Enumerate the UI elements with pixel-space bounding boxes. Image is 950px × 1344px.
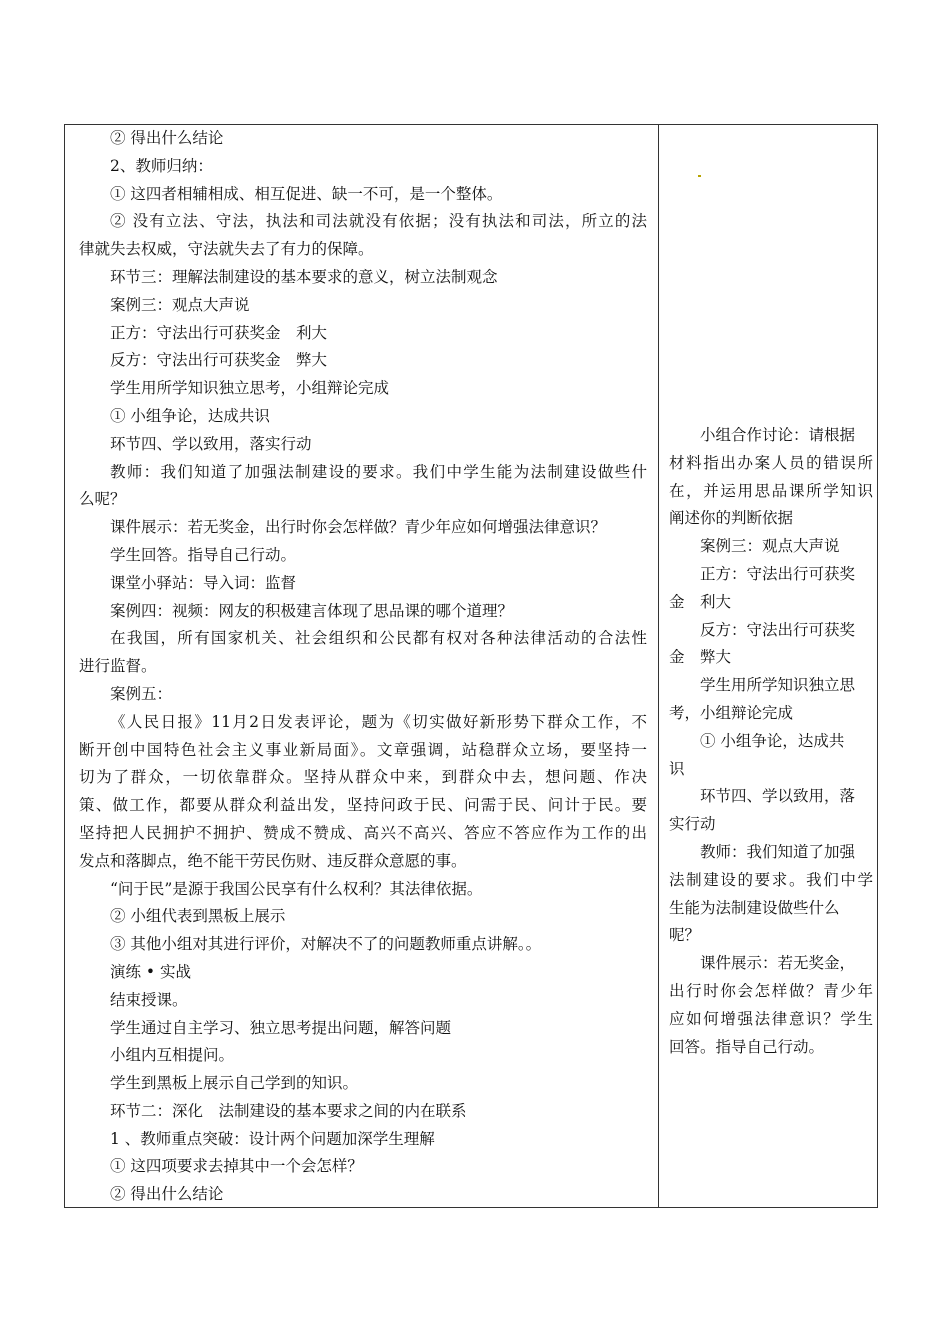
body-text-line: ② 没有立法、守法，执法和司法就没有依据；没有执法和司法，所立的法 [110, 212, 647, 231]
body-text-line: ③ 其他小组对其进行评价，对解决不了的问题教师重点讲解。。 [110, 935, 542, 954]
note-text-line: 材料指出办案人员的错误所 [669, 453, 873, 472]
body-text-line: “问于民”是源于我国公民享有什么权利？其法律依据。 [110, 879, 483, 898]
column-divider [658, 125, 659, 1207]
note-text-line: 案例三：观点大声说 [700, 537, 840, 556]
note-text-line: 实行动 [669, 815, 716, 834]
body-text-line: 教师：我们知道了加强法制建设的要求。我们中学生能为法制建设做些什 [110, 462, 647, 481]
note-text-line: 阐述你的判断依据 [669, 509, 794, 528]
body-text-line: 在我国，所有国家机关、社会组织和公民都有权对各种法律活动的合法性 [110, 629, 647, 648]
body-text-line: ① 这四项要求去掉其中一个会怎样？ [110, 1157, 363, 1176]
note-text-line: 考，小组辩论完成 [669, 703, 794, 722]
note-text-line: 课件展示：若无奖金， [700, 954, 856, 973]
body-text-line: 学生通过自主学习、独立思考提出问题，解答问题 [110, 1018, 452, 1037]
speck-mark [698, 175, 701, 177]
body-text-line: 进行监督。 [79, 657, 157, 676]
body-text-line: ② 得出什么结论 [110, 129, 224, 147]
teaching-process-column [79, 125, 647, 1209]
note-text-line: 正方：守法出行可获奖 [700, 564, 856, 583]
body-text-line: ② 得出什么结论 [110, 1185, 224, 1204]
note-text-line: 回答。指导自己行动。 [669, 1037, 825, 1056]
body-text-line: 环节二：深化 法制建设的基本要求之间的内在联系 [110, 1101, 467, 1120]
body-text-line: 正方：守法出行可获奖金 利大 [110, 323, 328, 342]
body-text-line: 么呢？ [79, 490, 126, 509]
note-text-line: 小组合作讨论：请根据 [700, 426, 856, 444]
note-text-line: 法制建设的要求。我们中学 [669, 870, 873, 889]
body-text-line: 1 、教师重点突破：设计两个问题加深学生理解 [110, 1129, 435, 1148]
body-text-line: ① 这四者相辅相成、相互促进、缺一不可，是一个整体。 [110, 184, 503, 203]
body-text-line: 小组内互相提问。 [110, 1046, 235, 1065]
note-text-line: 生能为法制建设做些什么 [669, 898, 840, 917]
body-text-line: 案例四：视频：网友的积极建言体现了思品课的哪个道理？ [110, 601, 514, 620]
body-text-line: 学生用所学知识独立思考，小组辩论完成 [110, 379, 390, 398]
body-text-line: 课件展示：若无奖金，出行时你会怎样做？青少年应如何增强法律意识？ [110, 518, 607, 537]
body-text-line: 课堂小驿站：导入词：监督 [110, 573, 297, 592]
note-text-line: ① 小组争论，达成共 [700, 731, 845, 750]
note-text-line: 教师：我们知道了加强 [700, 842, 856, 861]
note-text-line: 环节四、学以致用，落 [700, 787, 856, 806]
body-text-line: 案例三：观点大声说 [110, 295, 250, 314]
body-text-line: 发点和落脚点，绝不能干劳民伤财、违反群众意愿的事。 [79, 851, 467, 870]
body-text-line: 《人民日报》11月2日发表评论，题为《切实做好新形势下群众工作，不 [110, 712, 647, 731]
body-text-line: 环节三：理解法制建设的基本要求的意义，树立法制观念 [110, 267, 498, 286]
note-text-line: 在，并运用思品课所学知识 [669, 481, 873, 500]
note-text-line: 应如何增强法律意识？学生 [669, 1009, 873, 1028]
body-text-line: ② 小组代表到黑板上展示 [110, 907, 286, 926]
body-text-line: 坚持把人民拥护不拥护、赞成不赞成、高兴不高兴、答应不答应作为工作的出 [79, 823, 647, 842]
body-text-line: 案例五： [110, 684, 173, 703]
body-text-line: 策、做工作，都要从群众利益出发，坚持问政于民、问需于民、问计于民。要 [79, 796, 647, 815]
note-text-line: 识 [669, 759, 685, 778]
body-text-line: 演练 • 实战 [110, 962, 191, 981]
body-text-line: ① 小组争论，达成共识 [110, 406, 270, 425]
note-text-line: 反方：守法出行可获奖 [700, 620, 856, 639]
note-text-line: 金 利大 [669, 592, 732, 611]
note-text-line: 呢？ [669, 926, 701, 945]
note-text-line: 金 弊大 [669, 648, 732, 667]
body-text-line: 学生回答。指导自己行动。 [110, 545, 297, 564]
body-text-line: 切为了群众，一切依靠群众。坚持从群众中来，到群众中去，想问题、作决 [79, 768, 647, 787]
body-text-line: 反方：守法出行可获奖金 弊大 [110, 351, 328, 370]
body-text-line: 2、教师归纳： [110, 156, 213, 175]
body-text-line: 律就失去权威，守法就失去了有力的保障。 [79, 240, 374, 259]
lesson-table [64, 124, 878, 1208]
body-text-line: 结束授课。 [110, 990, 188, 1009]
body-text-line: 学生到黑板上展示自己学到的知识。 [110, 1074, 359, 1093]
note-text-line: 出行时你会怎样做？青少年 [669, 981, 873, 1000]
body-text-line: 环节四、学以致用，落实行动 [110, 434, 312, 453]
body-text-line: 断开创中国特色社会主义事业新局面》。文章强调，站稳群众立场，要坚持一 [79, 740, 647, 759]
note-text-line: 学生用所学知识独立思 [700, 676, 856, 695]
notes-column [669, 422, 873, 1061]
